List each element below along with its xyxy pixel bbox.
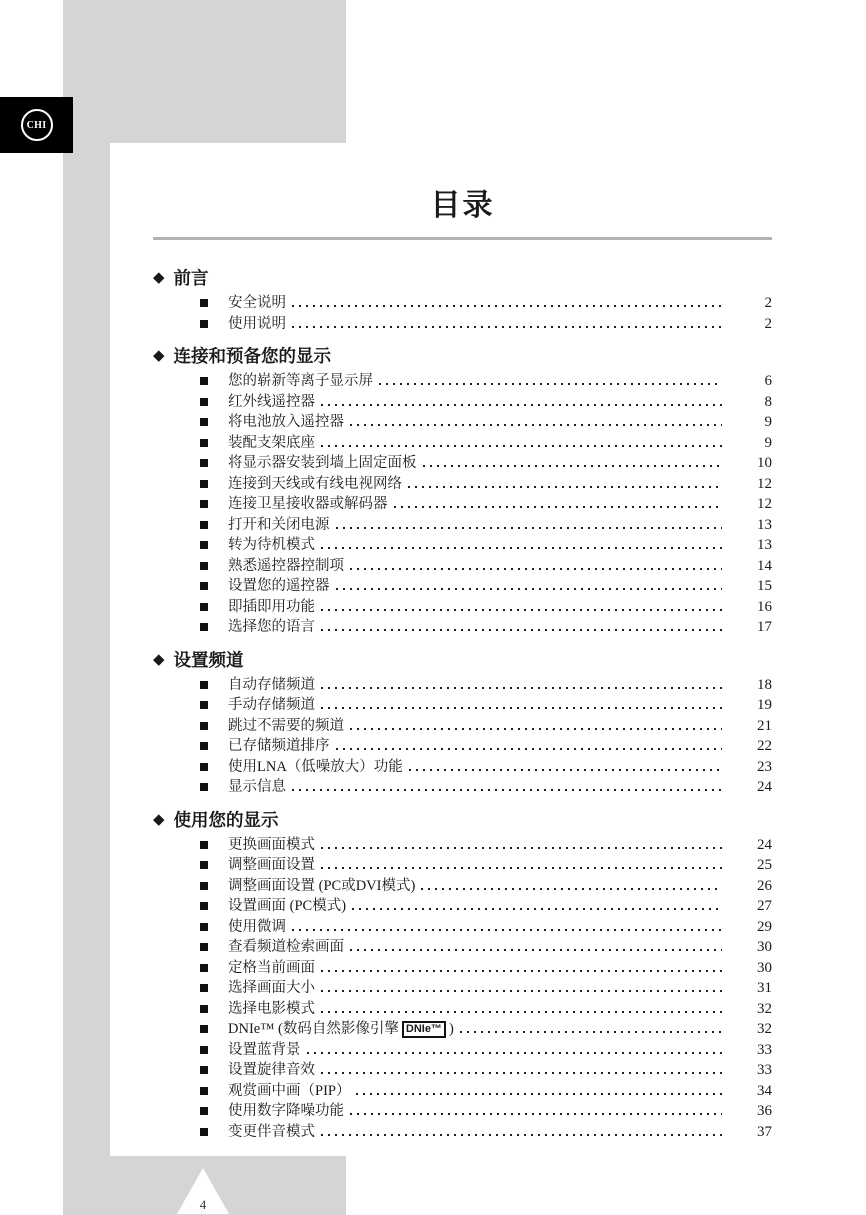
square-bullet-icon (200, 763, 208, 771)
toc-item-page: 32 (757, 1000, 772, 1017)
toc-item-label: DNIe™ (数码自然影像引擎 DNIe™ ) (228, 1021, 454, 1037)
square-bullet-icon (200, 701, 208, 709)
diamond-bullet-icon: ◆ (153, 348, 165, 364)
dot-leader (321, 547, 722, 549)
dot-leader (321, 445, 722, 447)
dot-leader (321, 707, 722, 709)
toc-item-page: 14 (757, 557, 772, 574)
square-bullet-icon (200, 1066, 208, 1074)
toc-item-page: 6 (764, 373, 772, 389)
toc-item-page: 12 (757, 475, 772, 492)
toc-item[interactable] (153, 695, 772, 716)
toc-item-label: 定格当前画面 (228, 959, 315, 976)
section-title: 设置频道 (173, 649, 244, 670)
toc-item[interactable] (153, 1040, 772, 1061)
section-header (153, 346, 772, 366)
toc-item[interactable] (153, 777, 772, 798)
footer-page-marker (177, 1168, 229, 1214)
toc-section (153, 650, 772, 798)
section-title: 连接和预备您的显示 (173, 346, 332, 366)
dot-leader (292, 789, 722, 791)
dot-leader (336, 588, 723, 590)
toc-item-label: 更换画面模式 (228, 836, 315, 853)
toc-item[interactable] (153, 515, 772, 536)
toc-item[interactable] (153, 494, 772, 515)
toc-item[interactable] (153, 474, 772, 495)
toc-item-page: 30 (757, 959, 772, 976)
section-title: 使用您的显示 (173, 809, 279, 830)
square-bullet-icon (200, 882, 208, 890)
toc-item-page: 2 (764, 295, 772, 311)
toc-item-label: 跳过不需要的频道 (228, 717, 344, 734)
square-bullet-icon (200, 562, 208, 570)
toc-item-label: 设置蓝背景 (228, 1041, 301, 1058)
square-bullet-icon (200, 923, 208, 931)
toc-item-page: 30 (757, 939, 772, 955)
dot-leader (421, 888, 722, 890)
square-bullet-icon (200, 521, 208, 529)
toc-item[interactable] (153, 576, 772, 597)
square-bullet-icon (200, 299, 208, 307)
square-bullet-icon (200, 1107, 208, 1115)
dot-leader (350, 424, 722, 426)
dot-leader (292, 305, 722, 307)
dot-leader (321, 629, 722, 631)
toc-item-page: 12 (757, 496, 772, 512)
square-bullet-icon (200, 742, 208, 750)
toc-item-label: 设置您的遥控器 (228, 578, 330, 594)
square-bullet-icon (200, 320, 208, 328)
dot-leader (292, 929, 722, 931)
toc-item[interactable] (153, 314, 772, 335)
toc-item-label: 使用LNA（低噪放大）功能 (228, 758, 403, 775)
toc-item[interactable] (153, 1081, 772, 1102)
toc-item[interactable] (153, 556, 772, 577)
diamond-bullet-icon: ◆ (153, 811, 165, 828)
dot-leader (321, 1011, 722, 1013)
toc-item-label: 显示信息 (228, 779, 286, 795)
toc-item-page: 25 (757, 857, 772, 873)
toc-item-label: 查看频道检索画面 (228, 939, 344, 955)
section-items (153, 293, 772, 334)
toc-section (153, 346, 772, 638)
toc-item-label: 手动存储频道 (228, 697, 315, 713)
toc-item-label: 自动存储频道 (228, 676, 315, 693)
toc-item[interactable] (153, 675, 772, 696)
square-bullet-icon (200, 603, 208, 611)
toc-item-label: 熟悉遥控器控制项 (228, 557, 344, 574)
toc-item-label: 使用数字降噪功能 (228, 1103, 344, 1119)
square-bullet-icon (200, 984, 208, 992)
toc-section (153, 268, 772, 334)
toc-item-label: 调整画面设置 (PC或DVI模式) (228, 877, 416, 894)
toc-item-label: 设置旋律音效 (228, 1062, 315, 1078)
toc-item[interactable] (153, 293, 772, 314)
toc-item-page: 33 (757, 1041, 772, 1058)
toc-item[interactable] (153, 1019, 772, 1040)
toc-item-page: 9 (764, 434, 772, 451)
title-divider (153, 237, 772, 240)
dot-leader (321, 867, 722, 869)
toc-item[interactable] (153, 757, 772, 778)
square-bullet-icon (200, 841, 208, 849)
toc-item[interactable] (153, 1060, 772, 1081)
dot-leader (379, 383, 722, 385)
toc-item-page: 2 (764, 315, 772, 332)
dot-leader (460, 1031, 722, 1033)
toc-item[interactable] (153, 855, 772, 876)
toc-item-label: 连接卫星接收器或解码器 (228, 496, 388, 512)
section-items (153, 835, 772, 1143)
toc-item[interactable] (153, 392, 772, 413)
square-bullet-icon (200, 964, 208, 972)
dot-leader (307, 1052, 723, 1054)
toc-item-page: 26 (757, 877, 772, 894)
toc-item-label: 转为待机模式 (228, 537, 315, 553)
diamond-bullet-icon: ◆ (153, 270, 165, 286)
section-items (153, 371, 772, 638)
square-bullet-icon (200, 398, 208, 406)
dot-leader (350, 1113, 722, 1115)
dot-leader (321, 970, 722, 972)
toc-item[interactable] (153, 371, 772, 392)
toc-item-label: 调整画面设置 (228, 857, 315, 873)
toc-item[interactable] (153, 978, 772, 999)
toc-item-page: 8 (764, 393, 772, 410)
toc-item[interactable] (153, 412, 772, 433)
dot-leader (321, 990, 722, 992)
square-bullet-icon (200, 459, 208, 467)
toc-item[interactable] (153, 597, 772, 618)
dot-leader (321, 847, 722, 849)
dot-leader (321, 1134, 722, 1136)
square-bullet-icon (200, 480, 208, 488)
toc-item-page: 37 (757, 1123, 772, 1140)
square-bullet-icon (200, 418, 208, 426)
square-bullet-icon (200, 1128, 208, 1136)
toc-item-label: 使用说明 (228, 315, 286, 332)
toc-item-label: 已存储频道排序 (228, 738, 330, 754)
square-bullet-icon (200, 439, 208, 447)
toc-item[interactable] (153, 876, 772, 897)
toc-item-label: 将电池放入遥控器 (228, 414, 344, 430)
toc-item-page: 13 (757, 516, 772, 533)
dot-leader (394, 506, 723, 508)
toc-item-label: 选择电影模式 (228, 1000, 315, 1017)
toc-item-label: 红外线遥控器 (228, 393, 315, 410)
square-bullet-icon (200, 1005, 208, 1013)
toc-item-label: 安全说明 (228, 295, 286, 311)
dot-leader (321, 687, 722, 689)
square-bullet-icon (200, 902, 208, 910)
language-badge (0, 97, 73, 153)
dnie-logo-icon: DNIe™ (402, 1021, 446, 1038)
toc-item-page: 23 (757, 758, 772, 775)
toc-item[interactable] (153, 917, 772, 938)
toc-item-label: 设置画面 (PC模式) (228, 898, 347, 914)
section-header (153, 810, 772, 830)
toc-item[interactable] (153, 999, 772, 1020)
left-gray-band (63, 0, 110, 1215)
square-bullet-icon (200, 541, 208, 549)
toc-item[interactable] (153, 937, 772, 958)
dot-leader (350, 568, 722, 570)
toc-item-page: 22 (757, 738, 772, 754)
toc-item-page: 36 (757, 1103, 772, 1119)
toc-item-page: 9 (764, 414, 772, 430)
section-title: 前言 (173, 268, 209, 288)
square-bullet-icon (200, 681, 208, 689)
dot-leader (356, 1093, 722, 1095)
toc-item-label: 打开和关闭电源 (228, 516, 330, 533)
toc-item-page: 32 (757, 1021, 772, 1037)
toc-item-label: 将显示器安装到墙上固定面板 (228, 455, 417, 471)
toc-item[interactable] (153, 1122, 772, 1143)
toc-sections (153, 268, 772, 1142)
section-header (153, 650, 772, 670)
toc-item[interactable] (153, 433, 772, 454)
square-bullet-icon (200, 500, 208, 508)
toc-item-page: 27 (757, 898, 772, 914)
square-bullet-icon (200, 1046, 208, 1054)
language-badge-label: CHI (26, 119, 47, 131)
toc-item[interactable] (153, 716, 772, 737)
diamond-bullet-icon: ◆ (153, 651, 165, 668)
toc-item-page: 19 (757, 697, 772, 713)
toc-item-label: 使用微调 (228, 918, 286, 935)
toc-item-page: 33 (757, 1062, 772, 1078)
footer-page-number: 4 (199, 1197, 207, 1212)
toc-item-page: 34 (757, 1082, 772, 1099)
toc-item-label: 变更伴音模式 (228, 1123, 315, 1140)
toc-page (153, 0, 772, 1142)
language-badge-circle (21, 109, 53, 141)
toc-item[interactable] (153, 453, 772, 474)
toc-item-label: 观赏画中画（PIP） (228, 1082, 351, 1099)
toc-item-page: 24 (757, 779, 772, 795)
section-items (153, 675, 772, 798)
square-bullet-icon (200, 582, 208, 590)
dot-leader (350, 949, 722, 951)
dot-leader (321, 1072, 722, 1074)
toc-item[interactable] (153, 535, 772, 556)
toc-item-page: 17 (757, 619, 772, 635)
toc-item[interactable] (153, 1101, 772, 1122)
toc-item[interactable] (153, 736, 772, 757)
toc-item-page: 21 (757, 717, 772, 734)
dot-leader (336, 527, 723, 529)
toc-item-page: 13 (757, 537, 772, 553)
dot-leader (409, 769, 722, 771)
toc-item-label: 连接到天线或有线电视网络 (228, 475, 402, 492)
square-bullet-icon (200, 861, 208, 869)
dot-leader (408, 486, 722, 488)
square-bullet-icon (200, 783, 208, 791)
dot-leader (423, 465, 723, 467)
toc-item-page: 29 (757, 918, 772, 935)
toc-item-page: 15 (757, 578, 772, 594)
toc-item[interactable] (153, 958, 772, 979)
toc-item-label: 您的崭新等离子显示屏 (228, 373, 373, 389)
section-header (153, 268, 772, 288)
square-bullet-icon (200, 1087, 208, 1095)
dot-leader (321, 404, 722, 406)
dot-leader (350, 728, 722, 730)
page-title: 目录 (430, 189, 495, 222)
toc-item-label: 装配支架底座 (228, 434, 315, 451)
toc-item[interactable] (153, 835, 772, 856)
toc-item[interactable] (153, 617, 772, 638)
dot-leader (352, 908, 722, 910)
toc-item[interactable] (153, 896, 772, 917)
square-bullet-icon (200, 623, 208, 631)
dot-leader (292, 326, 722, 328)
square-bullet-icon (200, 377, 208, 385)
square-bullet-icon (200, 943, 208, 951)
square-bullet-icon (200, 1025, 208, 1033)
square-bullet-icon (200, 722, 208, 730)
toc-item-page: 31 (757, 980, 772, 996)
toc-item-page: 16 (757, 598, 772, 615)
toc-item-page: 24 (757, 836, 772, 853)
toc-item-page: 10 (757, 455, 772, 471)
dot-leader (336, 748, 723, 750)
toc-item-label: 即插即用功能 (228, 598, 315, 615)
toc-item-label: 选择您的语言 (228, 619, 315, 635)
toc-item-label: 选择画面大小 (228, 980, 315, 996)
toc-section (153, 810, 772, 1143)
dot-leader (321, 609, 722, 611)
toc-item-page: 18 (757, 676, 772, 693)
